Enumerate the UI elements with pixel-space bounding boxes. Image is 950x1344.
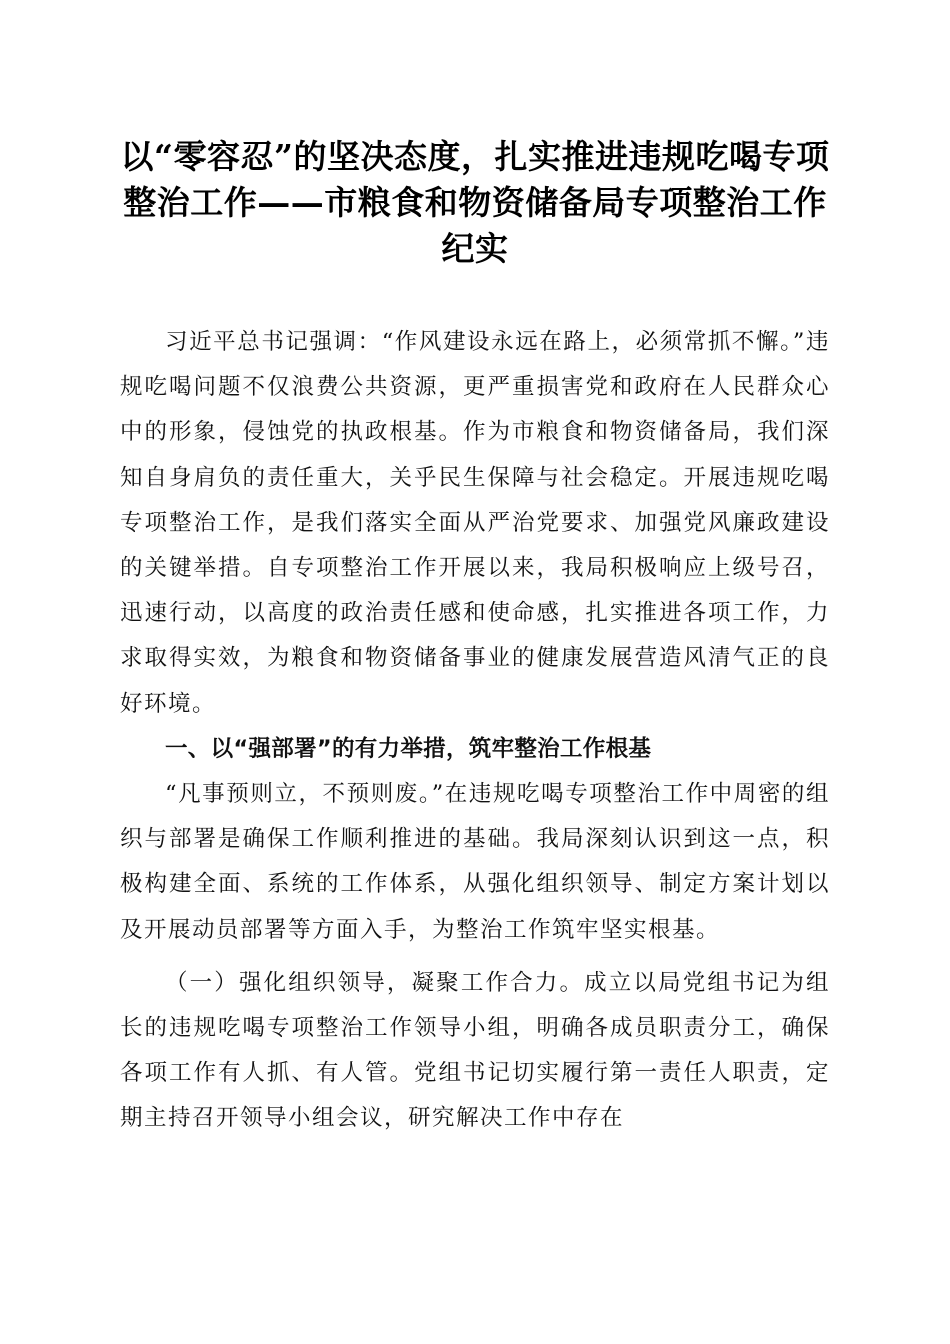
subsection-paragraph [120,961,830,1142]
section-paragraph: “凡事预则立，不预则废。”在违规吃喝专项整治工作中周密的组织与部署是确保工作顺利推进的基础。我局深刻认识到这一点，积极构建全面、系统的工作体系，从强化组织领导、制定方案计划以及开展动员部署等方面入手，为整治工作筑牢坚实根基。 [120,781,830,943]
intro-paragraph: 习近平总书记强调：“作风建设永远在路上，必须常抓不懈。”违规吃喝问题不仅浪费公共资源，更严重损害党和政府在人民群众心中的形象，侵蚀党的执政根基。作为市粮食和物资储备局，我们深知自身肩负的责任重大，关乎民生保障与社会稳定。开展违规吃喝专项整治工作，是我们落实全面从严治党要求、加强党风廉政建设的关键举措。自专项整治工作开展以来，我局积极响应上级号召，迅速行动，以高度的政治责任感和使命感，扎实推进各项工作，力求取得实效，为粮食和物资储备事业的健康发展营造风清气正的良好环境。 [120,329,830,717]
subsection-heading: （一）强化组织领导，凝聚工作合力。 [165,969,585,996]
section-heading: 一、以“强部署”的有力举措，筑牢整治工作根基 [165,735,652,762]
document-title: 以“零容忍”的坚决态度，扎实推进违规吃喝专项整治工作——市粮食和物资储备局专项整治工作纪实 [120,137,830,268]
document-body [120,320,830,1142]
subsection-text: 成立以局党组书记为组长的违规吃喝专项整治工作领导小组，明确各成员职责分工，确保各项工作有人抓、有人管。党组书记切实履行第一责任人职责，定期主持召开领导小组会议，研究解决工作中存在 [120,969,830,1132]
